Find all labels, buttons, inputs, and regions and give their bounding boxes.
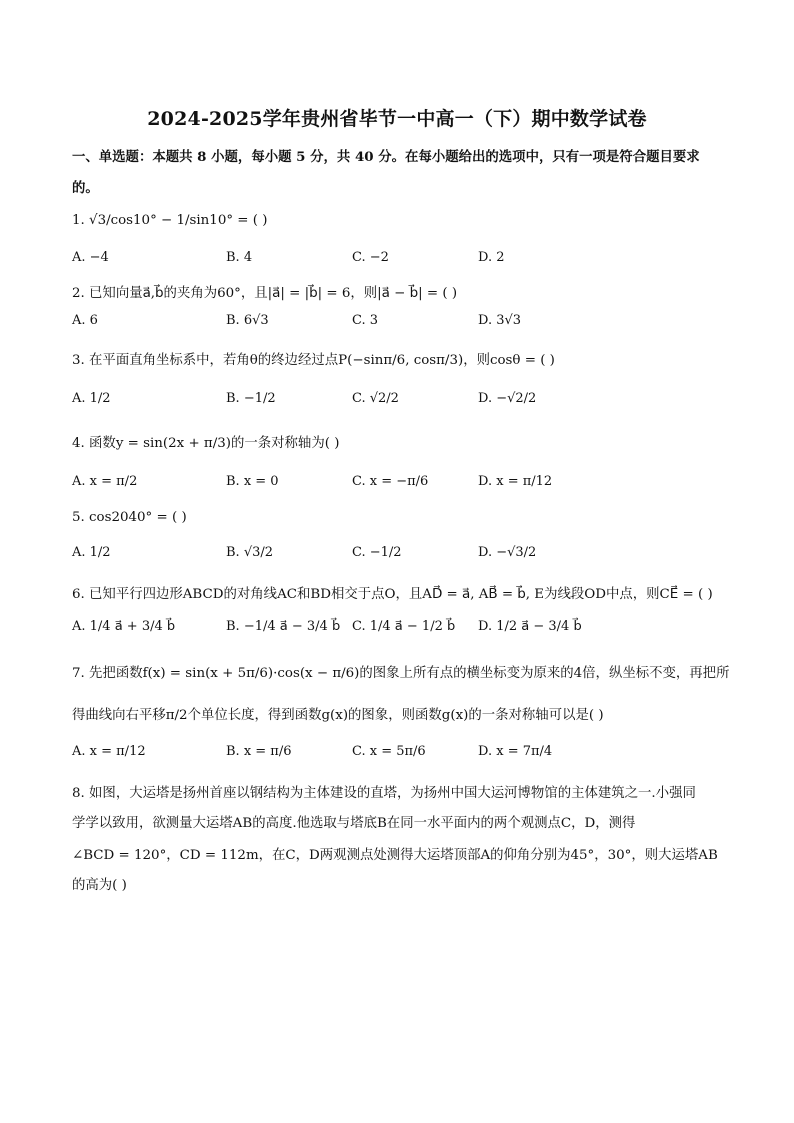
q4-choice-c: C. x = −π/6	[352, 474, 429, 489]
q3-choice-b: B. −1/2	[226, 391, 276, 406]
q2-choice-b: B. 6√3	[226, 313, 269, 328]
question-4-stem: 4. 函数y = sin(2x + π/3)的一条对称轴为( )	[72, 436, 340, 451]
q1-choice-d: D. 2	[478, 250, 505, 265]
question-8-stem-line3: ∠BCD = 120°，CD = 112m，在C，D两观测点处测得大运塔顶部A的仰角分别为45°，30°，则大运塔AB	[72, 848, 718, 863]
q2-choice-a: A. 6	[72, 313, 98, 328]
question-7-stem-line1: 7. 先把函数f(x) = sin(x + 5π/6)·cos(x − π/6)的图象上所有点的横坐标变为原来的4倍，纵坐标不变，再把所	[72, 666, 730, 681]
q2-choice-c: C. 3	[352, 313, 379, 328]
q3-choice-a: A. 1/2	[72, 391, 111, 406]
q5-choice-d: D. −√3/2	[478, 545, 537, 560]
question-8-stem-line2: 学学以致用，欲测量大运塔AB的高度.他选取与塔底B在同一水平面内的两个观测点C，D，测得	[72, 816, 636, 831]
question-6-stem: 6. 已知平行四边形ABCD的对角线AC和BD相交于点O，且AD⃗ = a⃗, AB⃗ = b⃗, E为线段OD中点，则CE⃗ = ( )	[72, 587, 713, 602]
q4-choice-b: B. x = 0	[226, 474, 279, 489]
section-heading: 一、单选题：本题共 8 小题，每小题 5 分，共 40 分。在每小题给出的选项中，只有一项是符合题目要求	[72, 149, 700, 165]
q4-choice-a: A. x = π/2	[72, 474, 138, 489]
question-7-stem-line2: 得曲线向右平移π/2个单位长度，得到函数g(x)的图象，则函数g(x)的一条对称轴可以是( )	[72, 708, 604, 723]
page-title: 2024-2025学年贵州省毕节一中高一（下）期中数学试卷	[147, 108, 647, 130]
q7-choice-b: B. x = π/6	[226, 744, 292, 759]
question-2-stem: 2. 已知向量a⃗,b⃗的夹角为60°，且|a⃗| = |b⃗| = 6，则|a⃗ − b⃗| = ( )	[72, 286, 458, 301]
q6-choice-b: B. −1/4 a⃗ − 3/4 b⃗	[226, 619, 341, 634]
q4-choice-d: D. x = π/12	[478, 474, 553, 489]
q1-choice-c: C. −2	[352, 250, 389, 265]
q1-choice-a: A. −4	[72, 250, 109, 265]
section-heading-cont: 的。	[72, 180, 99, 196]
q7-choice-c: C. x = 5π/6	[352, 744, 426, 759]
q2-choice-d: D. 3√3	[478, 313, 522, 328]
question-8-stem-line4: 的高为( )	[72, 878, 127, 893]
q1-choice-b: B. 4	[226, 250, 253, 265]
q5-choice-b: B. √3/2	[226, 545, 274, 560]
q3-choice-c: C. √2/2	[352, 391, 399, 406]
q6-choice-a: A. 1/4 a⃗ + 3/4 b⃗	[72, 619, 176, 634]
q6-choice-d: D. 1/2 a⃗ − 3/4 b⃗	[478, 619, 582, 634]
question-5-stem: 5. cos2040° = ( )	[72, 510, 187, 525]
q7-choice-a: A. x = π/12	[72, 744, 146, 759]
q7-choice-d: D. x = 7π/4	[478, 744, 553, 759]
question-3-stem: 3. 在平面直角坐标系中，若角θ的终边经过点P(−sinπ/6, cosπ/3)，则cosθ = ( )	[72, 353, 555, 368]
q5-choice-a: A. 1/2	[72, 545, 111, 560]
q6-choice-c: C. 1/4 a⃗ − 1/2 b⃗	[352, 619, 456, 634]
question-1-stem: 1. √3/cos10° − 1/sin10° = ( )	[72, 213, 268, 228]
question-8-stem-line1: 8. 如图，大运塔是扬州首座以钢结构为主体建设的直塔，为扬州中国大运河博物馆的主体建筑之一.小强同	[72, 786, 696, 801]
q5-choice-c: C. −1/2	[352, 545, 402, 560]
q3-choice-d: D. −√2/2	[478, 391, 537, 406]
